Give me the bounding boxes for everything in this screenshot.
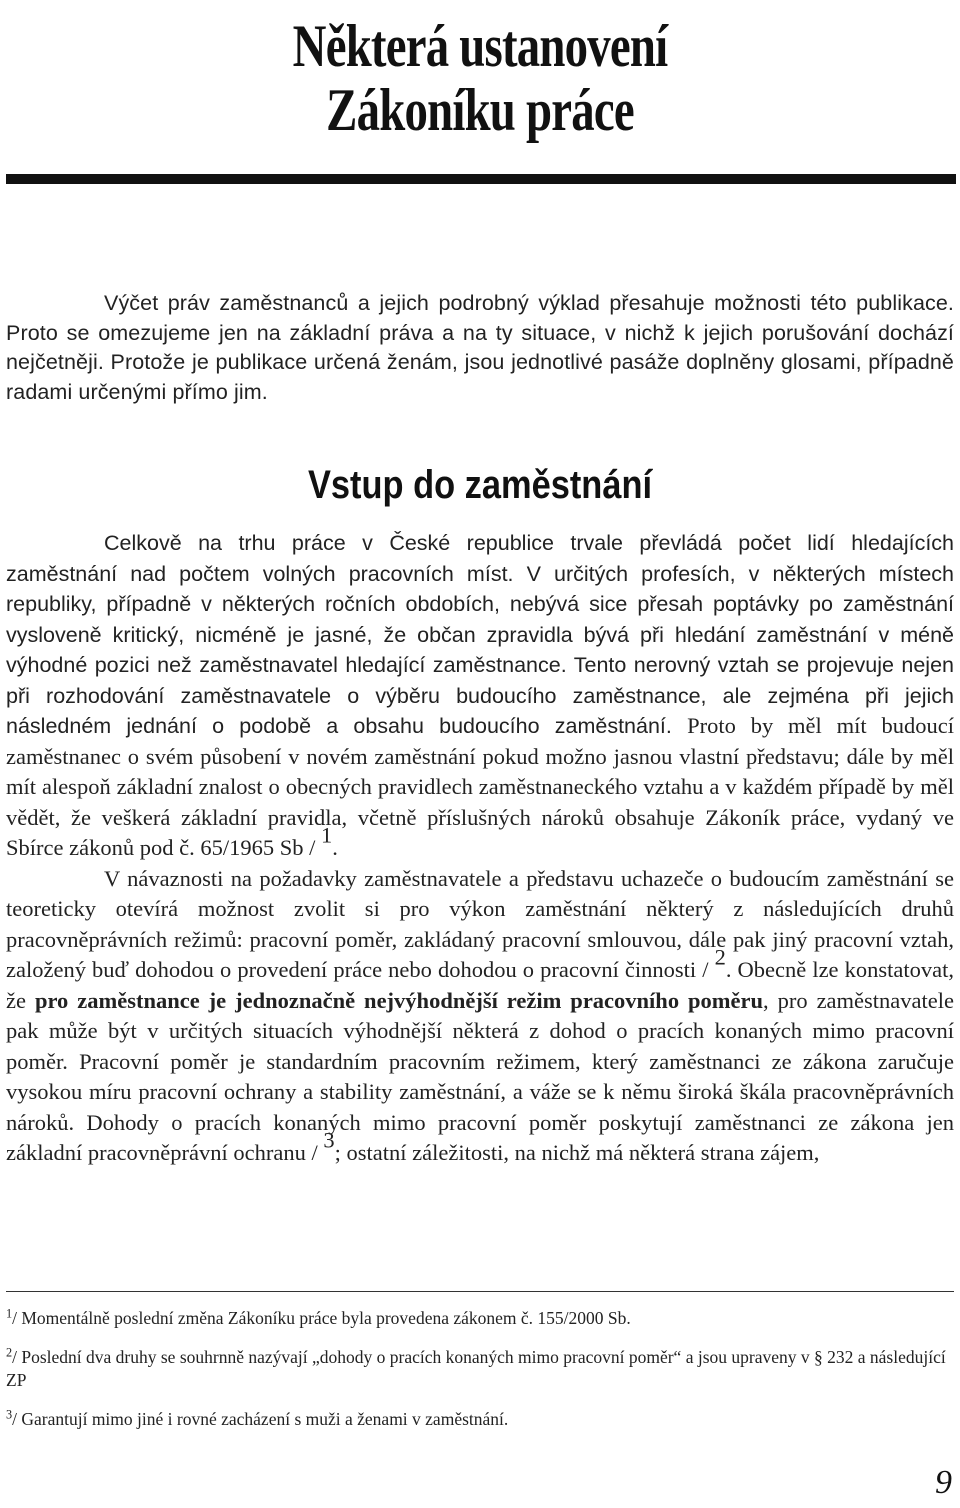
section-body bbox=[6, 528, 954, 1169]
body-paragraph-1-sentence-c: Tento nerovný vztah se projevuje nejen při rozhodování zaměstnavatele o výběru budoucího zaměstnance, ale zejména při jejich následném jednání o podobě a obsahu budoucího zaměstnání. bbox=[6, 653, 954, 738]
body-paragraph-1 bbox=[6, 528, 954, 864]
footnote-text: / Poslední dva druhy se souhrnně nazývají „dohody o pracích konaných mimo pracovní poměr“ a jsou upraveny v § 232 a následující ZP bbox=[6, 1347, 946, 1390]
page-title-line-1: Některá ustanovení bbox=[292, 13, 668, 79]
intro-paragraph bbox=[6, 289, 954, 407]
body-paragraph-2-sentence-e: Dohody o pracích konaných mimo pracovní poměr poskytují zaměstnanci ze zákona jen základní pracovněprávní ochranu / bbox=[6, 1109, 955, 1165]
footnote-3 bbox=[6, 1408, 954, 1431]
footnote-mark: 3 bbox=[6, 1407, 13, 1422]
page-title-line-2: Zákoníku práce bbox=[326, 77, 634, 143]
body-paragraph-2-sentence-b: . Obecně lze konstatovat, že bbox=[6, 957, 954, 1013]
body-paragraph-1-sentence-d: Proto by měl mít budoucí zaměstnanec o svém působení v novém zaměstnání pokud možno jasnou vlastní představu; dále by měl mít alespoň základní znalost o obecných pravidlech zaměstnaneckého vztahu a v každém případě by měl vědět, že veškerá základní pravidla, včetně příslušných nároků obsahuje Zákoník práce, vydaný ve Sbírce zákonů pod č. 65/1965 Sb / bbox=[6, 713, 954, 860]
body-paragraph-2-sentence-f: ; ostatní záležitosti, na nichž má některá strana zájem, bbox=[334, 1140, 820, 1165]
intro-text: Výčet práv zaměstnanců a jejich podrobný výklad přesahuje možnosti této publikace. Proto se omezujeme jen na základní práva a na ty situace, v nichž k jejich porušování dochází nejčetněji. Protože je publikace určená ženám, jsou jednotlivé pasáže doplněny glosami, případně radami určenými přímo jim. bbox=[6, 291, 954, 404]
body-paragraph-2-sentence-c: , pro zaměstnavatele pak může být v určitých situacích výhodnější některá z dohod o pracích konaných mimo pracovní poměr. bbox=[6, 987, 954, 1074]
footnote-text: / Momentálně poslední změna Zákoníku práce byla provedena zákonem č. 155/2000 Sb. bbox=[12, 1308, 631, 1328]
body-paragraph-2-sentence-d: Pracovní poměr je standardním pracovním režimem, který zaměstnanci ze zákona zaručuje vysokou míru pracovní ochrany a stability zaměstnání, a váže se k němu široká škála pracovněprávních nároků. bbox=[6, 1048, 954, 1135]
footnotes bbox=[6, 1307, 954, 1447]
body-paragraph-2-emphasis: pro zaměstnance je jednoznačně nejvýhodnější režim pracovního poměru bbox=[34, 987, 764, 1013]
title-divider bbox=[6, 174, 956, 184]
body-paragraph-1-sentence-b: V určitých profesích, v některých místech republiky, případně v některých ročních obdobích, nebývá sice přesah poptávky po zaměstnání vysloveně kritický, nicméně je jasné, že občan zpravidla bývá při hledání zaměstnání v méně výhodné pozici než zaměstnavatel hledající zaměstnance. bbox=[6, 561, 954, 677]
body-paragraph-2-sentence-a: V návaznosti na požadavky zaměstnavatele a představu uchazeče o budoucím zaměstnání se teoreticky otevírá možnost zvolit si pro výkon zaměstnání některý z následujících druhů pracovněprávních režimů: pracovní poměr, zakládaný pracovní smlouvou, dále pak jiný pracovní vztah, založený buď dohodou o provedení práce nebo dohodou o pracovní činnosti / bbox=[6, 865, 954, 982]
section-heading: Vstup do zaměstnání bbox=[307, 463, 653, 507]
footnote-ref-3: 3 bbox=[323, 1127, 335, 1153]
body-paragraph-1-end: . bbox=[332, 835, 338, 860]
footnote-ref-2: 2 bbox=[714, 944, 726, 970]
body-paragraph-2 bbox=[6, 864, 954, 1169]
page-title bbox=[106, 14, 855, 142]
footnote-divider bbox=[6, 1291, 954, 1292]
footnote-2 bbox=[6, 1346, 954, 1392]
footnote-mark: 2 bbox=[6, 1345, 13, 1360]
footnote-ref-1: 1 bbox=[320, 822, 333, 848]
footnote-mark: 1 bbox=[6, 1306, 13, 1321]
page-number: 9 bbox=[935, 1464, 952, 1501]
body-paragraph-1-sentence-a: Celkově na trhu práce v České republice trvale převládá počet lidí hledajících zaměstnání nad počtem volných pracovních míst. bbox=[6, 531, 954, 586]
footnote-1 bbox=[6, 1307, 954, 1330]
footnote-text: / Garantují mimo jiné i rovné zacházení s muži a ženami v zaměstnání. bbox=[12, 1409, 509, 1429]
